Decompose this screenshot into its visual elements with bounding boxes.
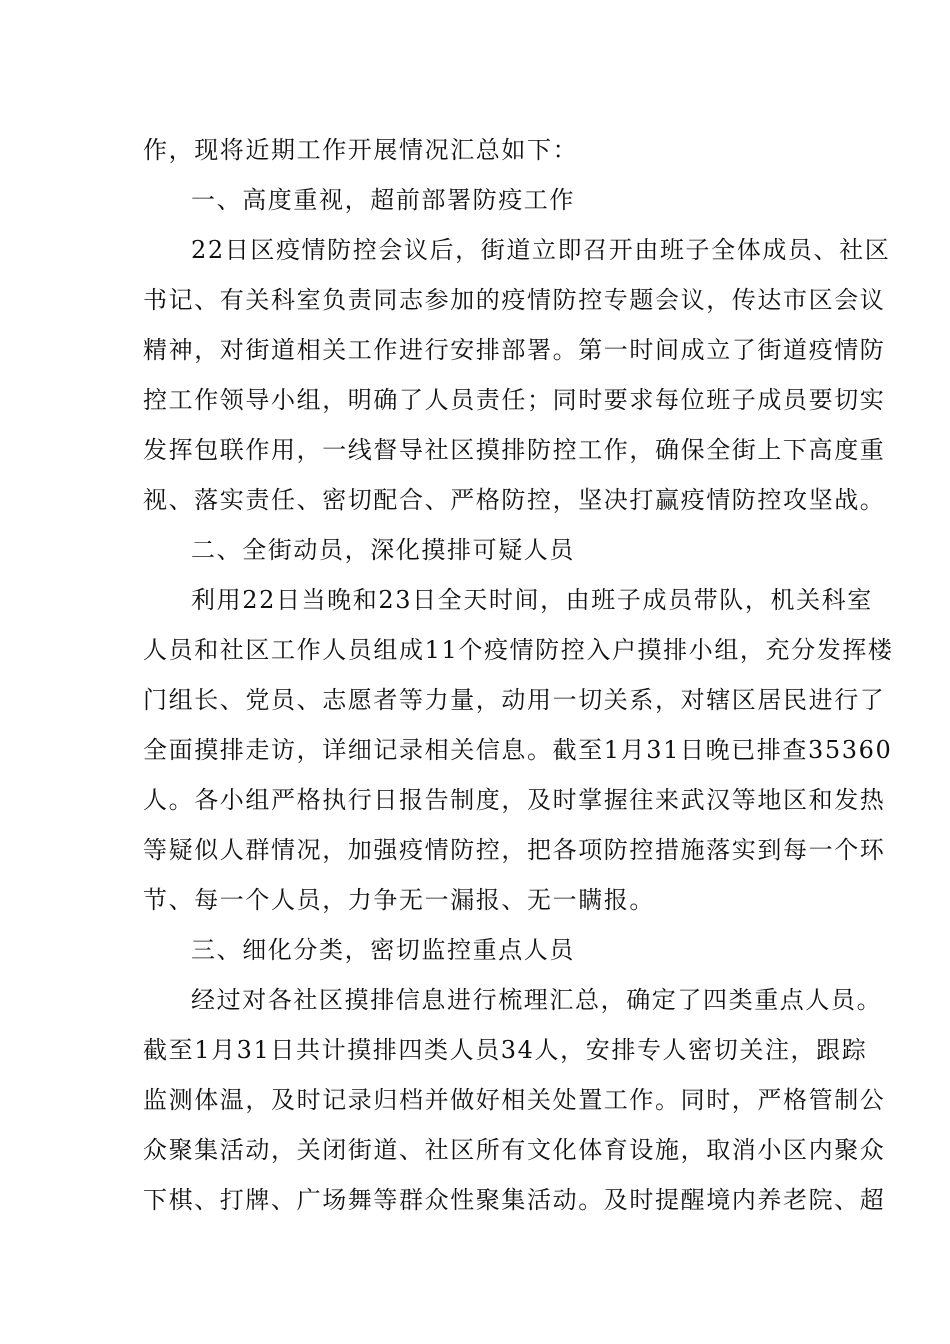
paragraph-2-line: 等疑似人群情况，加强疫情防控，把各项防控措施落实到每一个环 [143,836,886,864]
paragraph-3-line: 监测体温，及时记录归档并做好相关处置工作。同时，严格管制公 [143,1086,886,1114]
section-heading-2: 二、全街动员，深化摸排可疑人员 [191,536,575,564]
paragraph-3-line: 众聚集活动，关闭街道、社区所有文化体育设施，取消小区内聚众 [143,1136,886,1164]
paragraph-2-line: 全面摸排走访，详细记录相关信息。截至1月31日晚已排查35360 [143,736,893,764]
paragraph-1-line: 精神，对街道相关工作进行安排部署。第一时间成立了街道疫情防 [143,336,886,364]
paragraph-3-line: 经过对各社区摸排信息进行梳理汇总，确定了四类重点人员。 [191,986,883,1014]
paragraph-1-line: 发挥包联作用，一线督导社区摸排防控工作，确保全街上下高度重 [143,436,886,464]
paragraph-1-line: 22日区疫情防控会议后，街道立即召开由班子全体成员、社区 [191,236,891,264]
paragraph-2-line: 门组长、党员、志愿者等力量，动用一切关系，对辖区居民进行了 [143,686,886,714]
paragraph-2-line: 节、每一个人员，力争无一漏报、无一瞒报。 [143,886,655,914]
paragraph-1-line: 视、落实责任、密切配合、严格防控，坚决打赢疫情防控攻坚战。 [143,486,886,514]
paragraph-2-line: 人。各小组严格执行日报告制度，及时掌握往来武汉等地区和发热 [143,786,886,814]
paragraph-3-line: 截至1月31日共计摸排四类人员34人，安排专人密切关注，跟踪 [143,1036,868,1064]
paragraph-2-line: 利用22日当晚和23日全天时间，由班子成员带队，机关科室 [191,586,873,614]
paragraph-2-line: 人员和社区工作人员组成11个疫情防控入户摸排小组，充分发挥楼 [143,636,894,664]
section-heading-1: 一、高度重视，超前部署防疫工作 [191,186,575,214]
paragraph-1-line: 控工作领导小组，明确了人员责任；同时要求每位班子成员要切实 [143,386,886,414]
body-line: 作，现将近期工作开展情况汇总如下： [143,136,579,164]
paragraph-3-line: 下棋、打牌、广场舞等群众性聚集活动。及时提醒境内养老院、超 [143,1186,886,1214]
paragraph-1-line: 书记、有关科室负责同志参加的疫情防控专题会议，传达市区会议 [143,286,886,314]
section-heading-3: 三、细化分类，密切监控重点人员 [191,936,575,964]
